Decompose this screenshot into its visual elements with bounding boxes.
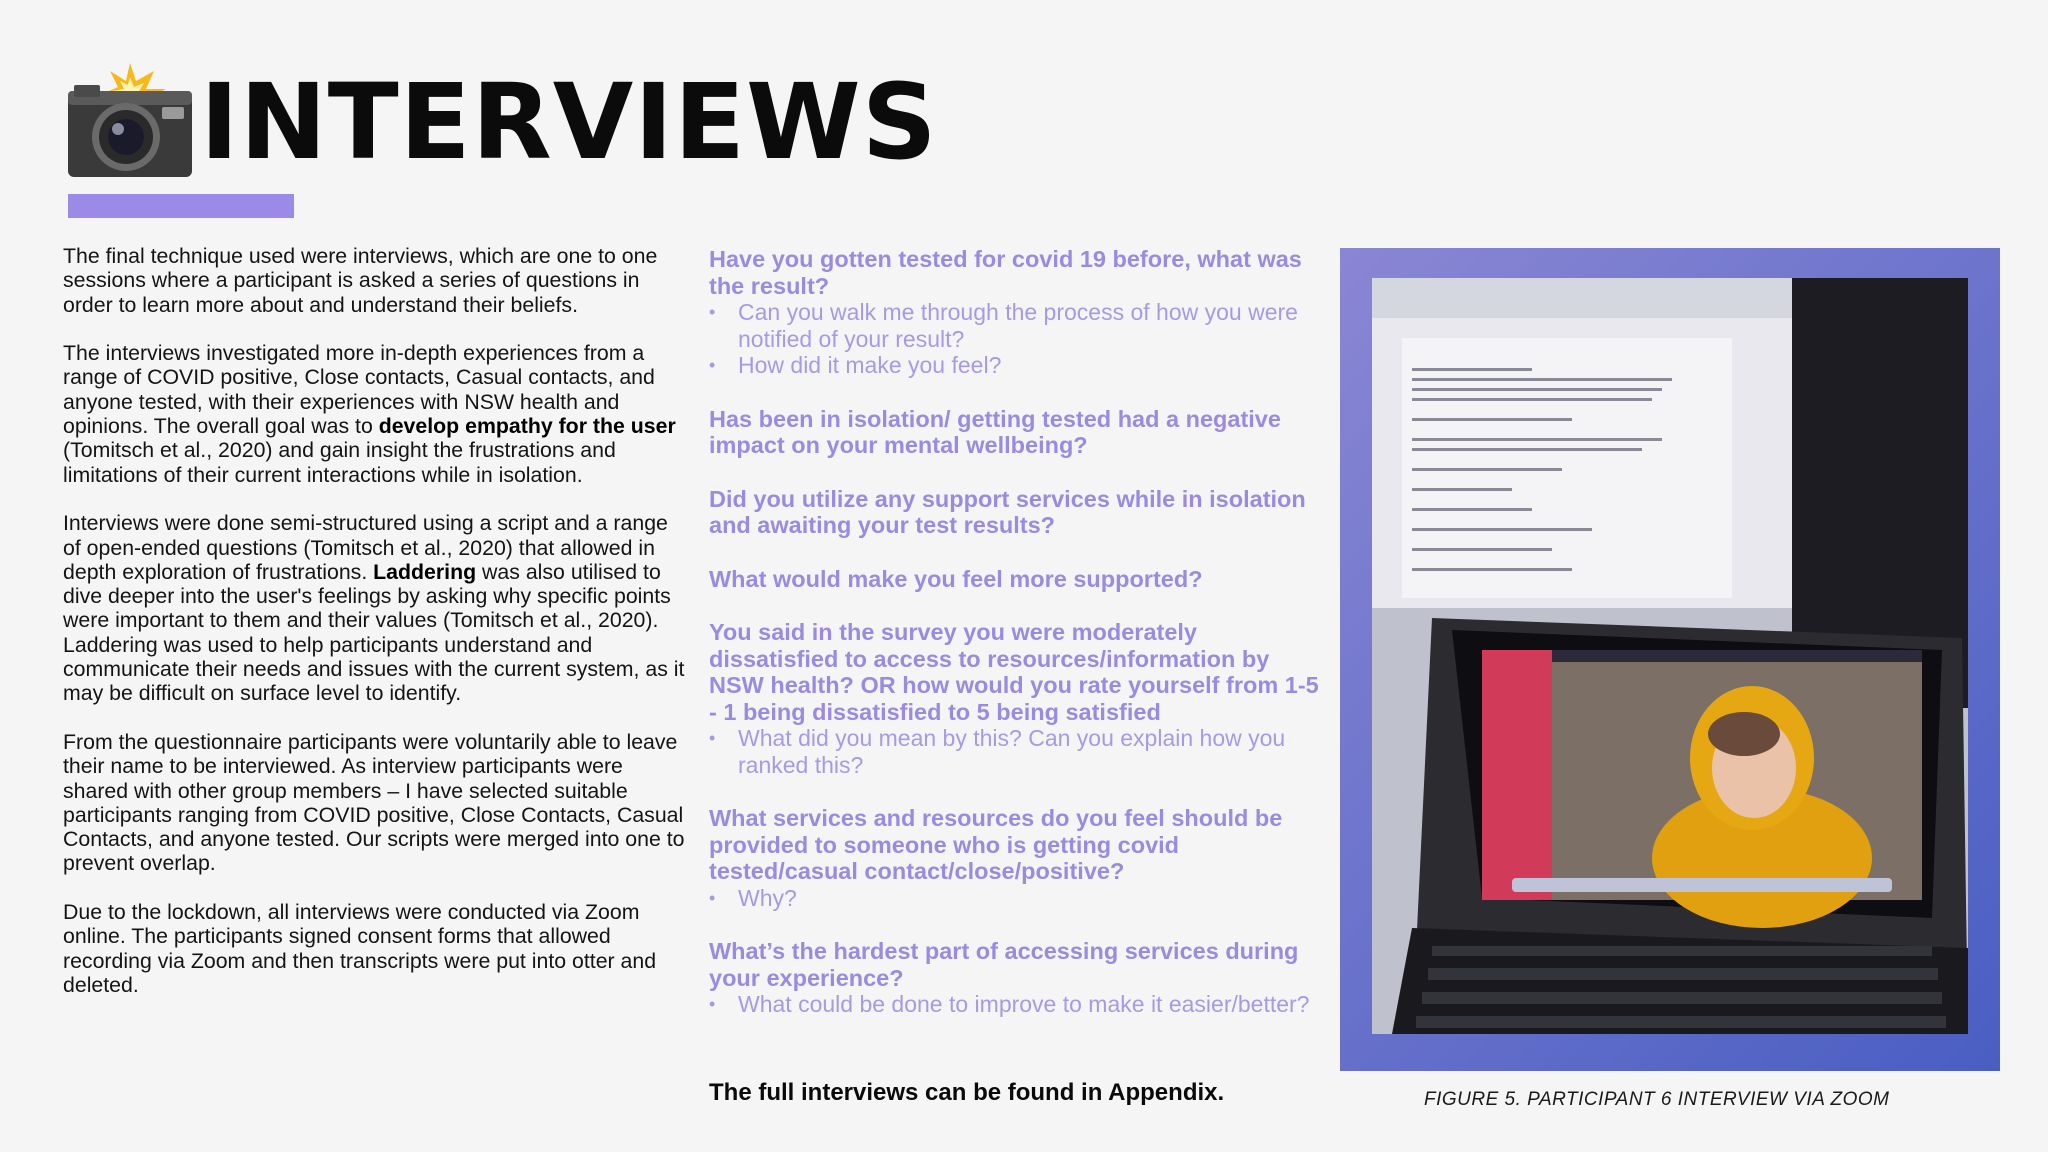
intro-paragraph: The final technique used were interviews, which are one to one sessions where a participant is asked a series of questions in order to learn more about and understand their beliefs.	[63, 244, 658, 317]
question-text: What’s the hardest part of accessing services during your experience?	[709, 938, 1299, 991]
sub-question: • What did you mean by this? Can you explain how you ranked this?	[709, 725, 1329, 778]
lockdown-paragraph: Due to the lockdown, all interviews were conducted via Zoom online. The participants signed consent forms that allowed recording via Zoom and then transcripts were put into otter and deleted.	[63, 900, 657, 997]
question-text: What services and resources do you feel should be provided to someone who is getting covid tested/casual contact/close/positive?	[709, 805, 1283, 884]
page-title: INTERVIEWS	[200, 61, 938, 183]
sub-question: • Can you walk me through the process of how you were notified of your result?	[709, 299, 1329, 352]
question-block	[709, 566, 1329, 593]
method-paragraph: Interviews were done semi-structured using a script and a range of open-ended questions (Tomitsch et al., 2020) that allowed in depth exploration of frustrations. Laddering was also utilised to dive deeper into the user's feelings by asking why specific points were important to them and their values (Tomitsch et al., 2020). Laddering was used to help participants understand and communicate their needs and issues with the current system, as it may be difficult on surface level to identify.	[63, 511, 685, 706]
interview-questions	[709, 246, 1329, 1045]
question-block	[709, 805, 1329, 911]
figure-frame	[1340, 248, 2000, 1071]
question-text: Has been in isolation/ getting tested had a negative impact on your mental wellbeing?	[709, 405, 1281, 458]
question-block	[709, 246, 1329, 379]
question-block	[709, 486, 1329, 539]
camera-with-flash-icon	[66, 63, 194, 181]
sub-question: • What could be done to improve to make it easier/better?	[709, 991, 1329, 1018]
appendix-note: The full interviews can be found in Appendix.	[709, 1079, 1225, 1106]
title-row	[66, 62, 938, 182]
question-text: Did you utilize any support services while in isolation and awaiting your test results?	[709, 485, 1306, 538]
sub-question: • How did it make you feel?	[709, 352, 1329, 379]
figure-caption: FIGURE 5. PARTICIPANT 6 INTERVIEW VIA ZOOM	[1424, 1089, 1890, 1110]
goal-paragraph: The interviews investigated more in-depth experiences from a range of COVID positive, Close contacts, Casual contacts, and anyone tested, with their experiences with NSW health and opinions. The overall goal was to develop empathy for the user (Tomitsch et al., 2020) and gain insight the frustrations and limitations of their current interactions while in isolation.	[63, 341, 676, 487]
question-block	[709, 619, 1329, 778]
question-block	[709, 406, 1329, 459]
interview-photo	[1372, 278, 1968, 1034]
title-accent-bar	[68, 194, 294, 218]
question-text: What would make you feel more supported?	[709, 565, 1203, 592]
question-block	[709, 938, 1329, 1018]
question-text: Have you gotten tested for covid 19 before, what was the result?	[709, 246, 1302, 299]
left-column	[63, 244, 689, 1022]
question-text: You said in the survey you were moderately dissatisfied to access to resources/information by NSW health? OR how would you rate yourself from 1-5 - 1 being dissatisfied to 5 being satisfied	[709, 619, 1319, 725]
sub-question: • Why?	[709, 885, 1329, 912]
recruitment-paragraph: From the questionnaire participants were voluntarily able to leave their name to be interviewed. As interview participants were shared with other group members – I have selected suitable participants ranging from COVID positive, Close Contacts, Casual Contacts, and anyone tested. Our scripts were merged into one to prevent overlap.	[63, 729, 685, 876]
